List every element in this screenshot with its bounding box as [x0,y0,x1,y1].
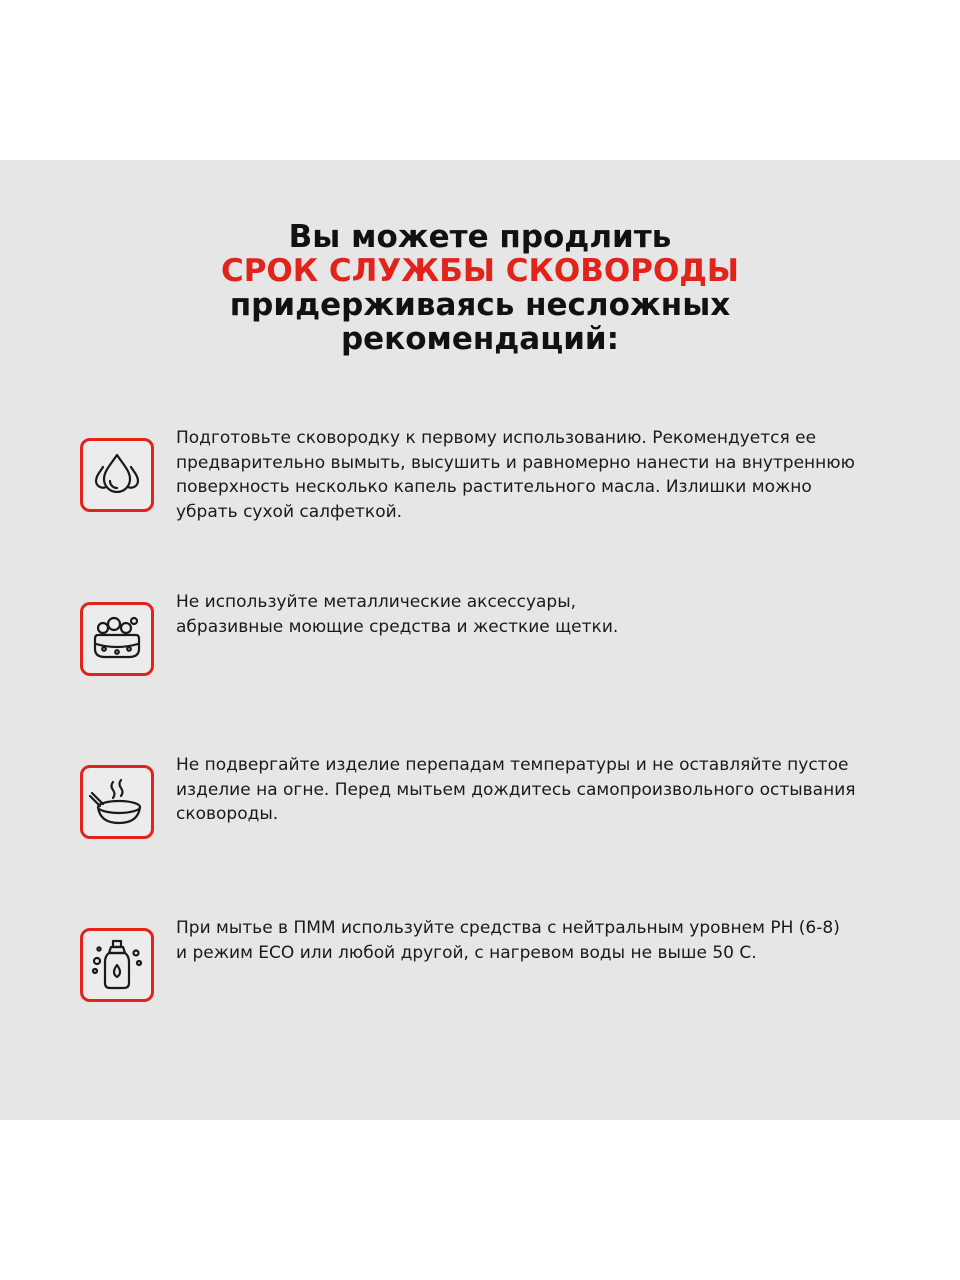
detergent-bottle-icon [89,937,145,993]
heading-line-2-accent: СРОК СЛУЖБЫ СКОВОРОДЫ [220,253,740,289]
tip-text [176,590,936,639]
tip-text-line: абразивные моющие средства и жесткие щетки. [176,616,619,637]
tip-text-line: Не используйте металлические аксессуары, [176,592,577,612]
tip-text [176,426,936,524]
tip-text-line: поверхность несколько капель растительного масла. Излишки можно [176,477,812,497]
tip-text-line: Не подвергайте изделие перепадам температуры и не оставляйте пустое [176,755,849,775]
tip-text-line: При мытье в ПММ используйте средства с нейтральным уровнем PH (6-8) [176,918,840,938]
tip-text-line: Подготовьте сковородку к первому использованию. Рекомендуется ее [176,428,817,448]
sponge-icon [89,611,145,667]
info-panel [0,160,960,1120]
hot-pan-icon [89,774,145,830]
tip-text-line: изделие на огне. Перед мытьем дождитесь самопроизвольного остывания [176,779,856,800]
oil-drops-icon [89,447,145,503]
tip-text-line: предварительно вымыть, высушить и равномерно нанести на внутреннюю [176,452,855,473]
tip-text [176,753,936,827]
tip-text-line: сковороды. [176,804,279,824]
heading-line-1: Вы можете продлить [288,219,672,255]
tip-text-line: и режим ECO или любой другой, с нагревом воды не выше 50 С. [176,942,757,963]
tip-icon-frame [80,765,154,839]
heading-line-3: придерживаясь несложных [229,287,731,323]
tip-icon-frame [80,438,154,512]
tip-icon-frame [80,928,154,1002]
heading-line-4: рекомендаций: [340,321,620,357]
tip-icon-frame [80,602,154,676]
page-heading [0,220,960,356]
tip-text-line: убрать сухой салфеткой. [176,501,403,522]
tip-text [176,916,936,965]
